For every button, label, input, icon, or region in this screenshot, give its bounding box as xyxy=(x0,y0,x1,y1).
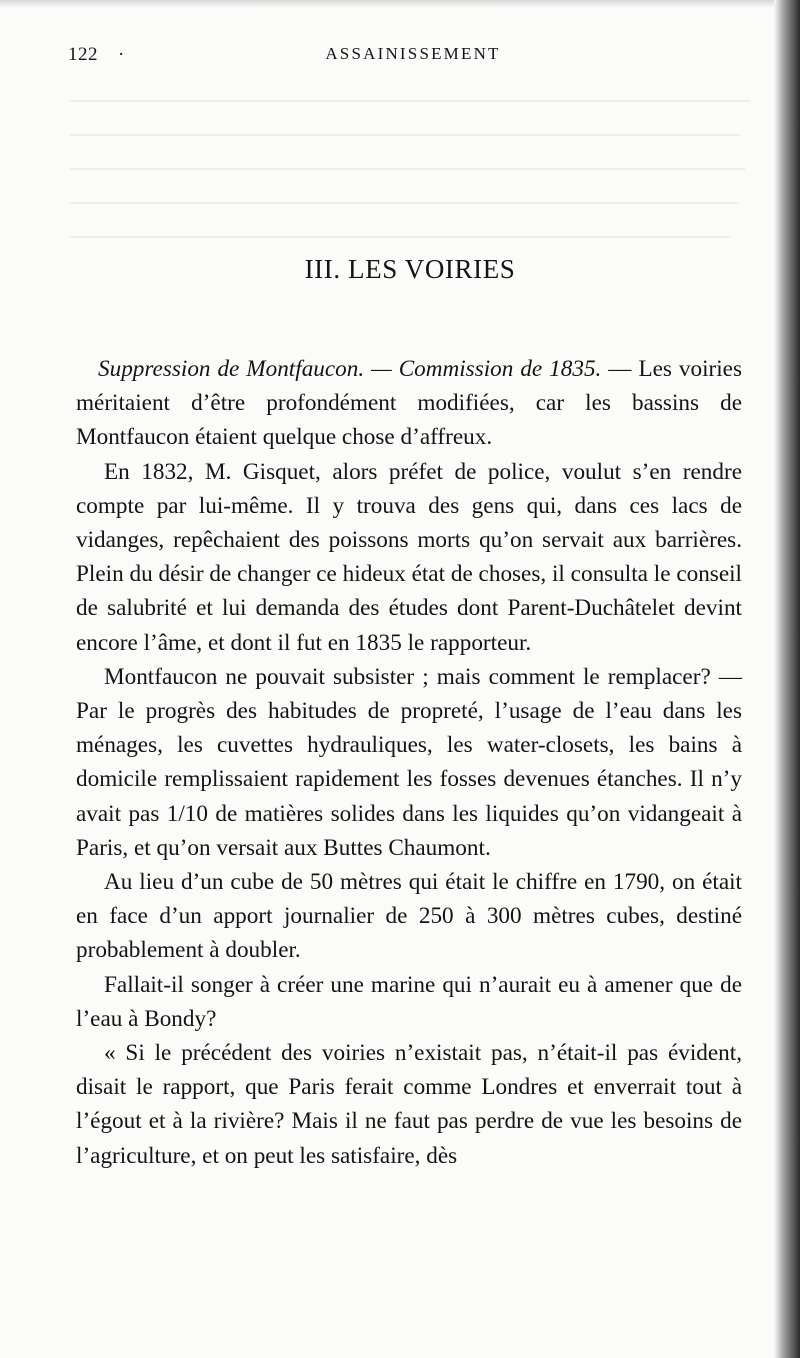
paragraph-text: Montfaucon ne pouvait subsister ; mais comment le remplacer? — Par le progrès des habitudes de propreté, l’usage de l’eau dans les ménages, les cuvettes hydrauliques, les water-closets, les bains à domicile remplissaient rapidement les fosses devenues étanches. Il n’y avait pas 1/10 de matières solides dans les liquides qu’on vidangeait à Paris, et qu’on versait aux Buttes Chaumont. xyxy=(76,663,742,861)
bleed-through-line xyxy=(70,202,738,204)
bleed-through-line xyxy=(70,236,730,238)
chapter-title: III. LES VOIRIES xyxy=(304,254,516,284)
paragraph-text: En 1832, M. Gisquet, alors préfet de police, voulut s’en rendre compte par lui-même. Il y trouva des gens qui, dans ces lacs de vidanges, repêchaient des poissons morts qu’on servait aux barrières. Plein du désir de changer ce hideux état de choses, il consulta le conseil de salubrité et lui demanda des études dont Parent-Duchâtelet devint encore l’âme, et dont il fut en 1835 le rapporteur. xyxy=(76,458,742,656)
paragraph-text: « Si le précédent des voiries n’existait pas, n’était-il pas évident, disait le rapport, que Paris ferait comme Londres et enverrait tout à l’égout et à la rivière? Mais il ne faut pas perdre de vue les besoins de l’agriculture, et on peut les satisfaire, dès xyxy=(76,1040,742,1169)
bleed-through-line xyxy=(70,134,740,136)
paragraph-text: Fallait-il songer à créer une marine qui n’aurait eu à amener que de l’eau à Bondy? xyxy=(76,971,742,1032)
bleed-through-line xyxy=(70,168,745,170)
paragraph xyxy=(76,660,742,865)
section-heading: Suppression de Montfaucon. — Commission de 1835. xyxy=(98,356,602,382)
paragraph xyxy=(76,1036,742,1173)
header-separator: · xyxy=(118,44,125,65)
scan-edge xyxy=(774,0,800,1358)
running-head: ASSAINISSEMENT xyxy=(325,44,501,63)
bleed-through-line xyxy=(70,100,750,102)
page-number: 122 xyxy=(68,44,98,65)
scan-shadow xyxy=(0,0,800,8)
body-text xyxy=(76,352,742,1173)
paragraph xyxy=(76,455,742,660)
paragraph xyxy=(76,865,742,968)
paragraph-text: — Les voiries méritaient d’être profondément modifiées, car les bassins de Montfaucon étaient quelque chose d’affreux. xyxy=(76,356,742,451)
paragraph-text: Au lieu d’un cube de 50 mètres qui était le chiffre en 1790, on était en face d’un apport journalier de 250 à 300 mètres cubes, destiné probablement à doubler. xyxy=(76,869,742,964)
page-header xyxy=(68,44,758,74)
paragraph xyxy=(76,352,742,455)
paragraph xyxy=(76,968,742,1036)
